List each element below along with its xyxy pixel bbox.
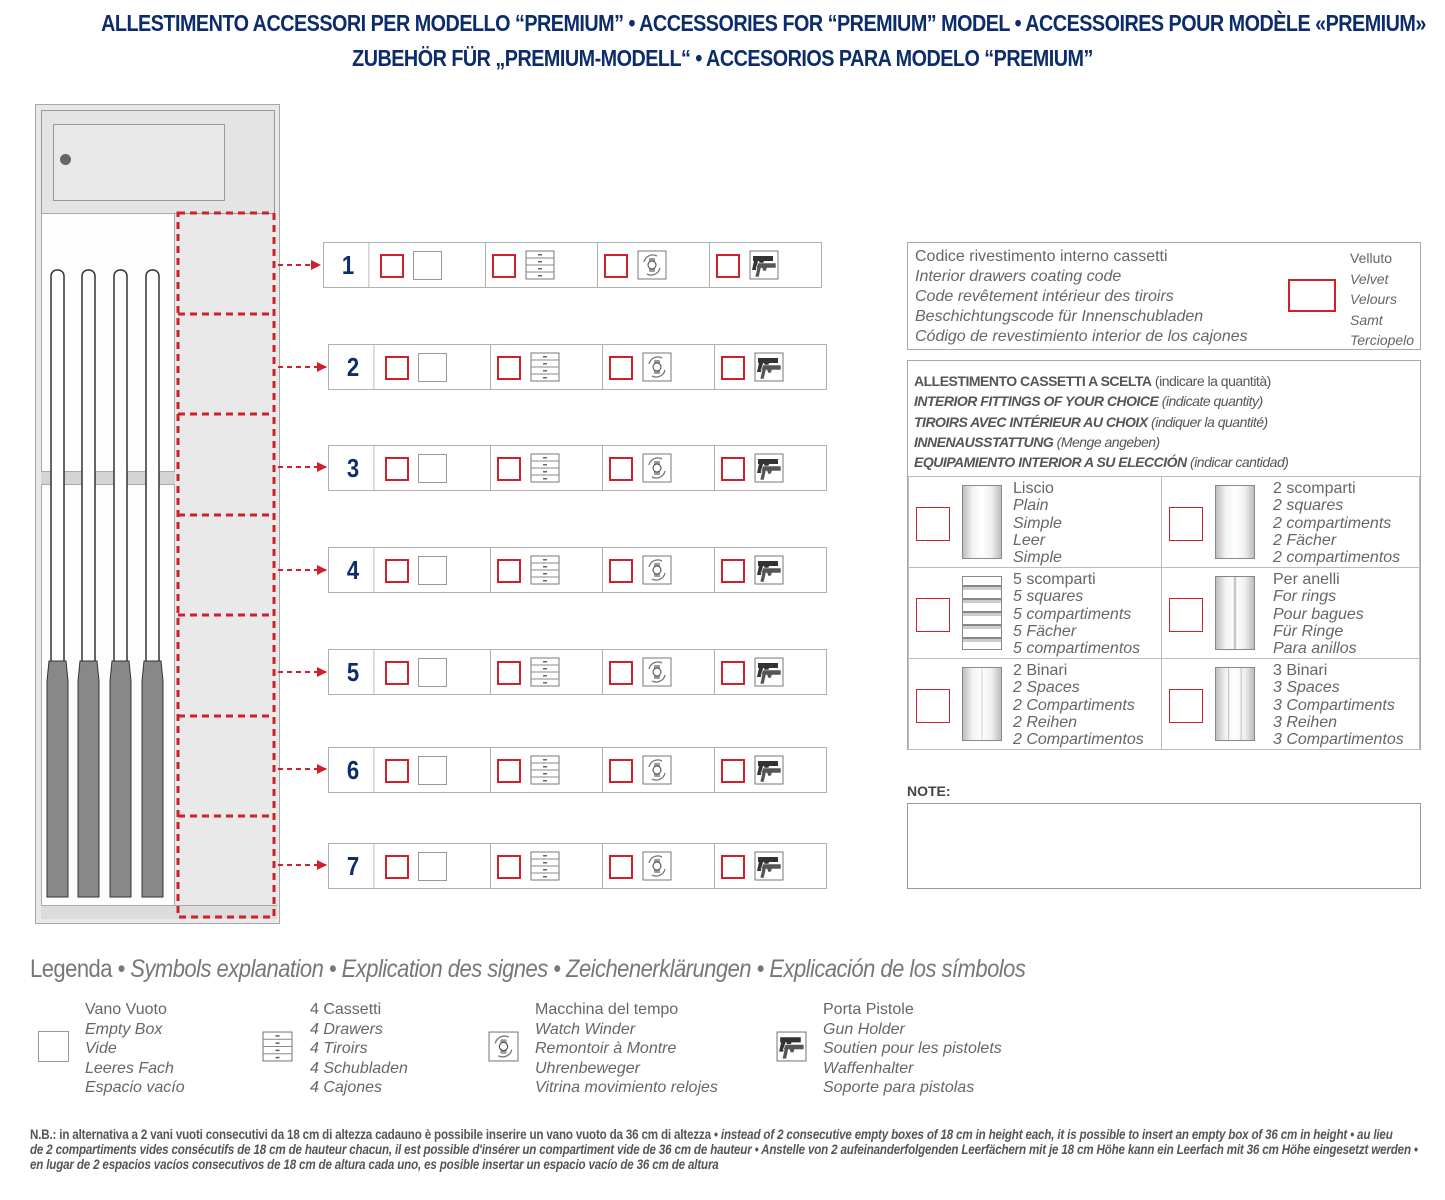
gun-holder-icon	[754, 755, 784, 790]
watch-winder-icon	[637, 250, 667, 285]
fittings-heading-en: INTERIOR FITTINGS OF YOUR CHOICE (indicate quantity)	[914, 393, 1263, 410]
checkbox-drawers[interactable]	[497, 855, 521, 879]
legend-label: Leeres Fach	[85, 1059, 174, 1077]
option-watch-winder	[602, 446, 715, 490]
gun-holder-icon	[776, 1031, 807, 1067]
fitting-label: 5 scomparti	[1013, 571, 1096, 588]
coating-line-2: Interior drawers coating code	[915, 268, 1122, 285]
checkbox-watch-winder[interactable]	[609, 855, 633, 879]
fitting-label: Für Ringe	[1273, 622, 1344, 640]
checkbox-gun-holder[interactable]	[721, 356, 745, 380]
drawer-insert-image	[962, 667, 1002, 741]
fitting-label: 2 squares	[1273, 497, 1344, 515]
fitting-label: 5 squares	[1013, 588, 1084, 606]
drawer-insert-image	[1215, 667, 1255, 741]
option-drawers	[490, 446, 603, 490]
option-drawers	[490, 650, 603, 694]
interior-fittings-panel	[907, 360, 1421, 750]
drawers-icon	[530, 352, 560, 387]
drawer-number: 1	[328, 243, 370, 287]
material-velluto: Velluto	[1350, 250, 1393, 266]
checkbox-gun-holder[interactable]	[721, 661, 745, 685]
fitting-label: 3 Compartimentos	[1273, 731, 1404, 749]
option-drawers	[485, 243, 598, 287]
drawer-stack-outline	[178, 213, 274, 917]
material-terciopelo: Terciopelo	[1350, 332, 1415, 348]
fittings-heading-de: INNENAUSSTATTUNG (Menge angeben)	[914, 433, 1160, 450]
gun-holder-icon	[754, 453, 784, 488]
fitting-label: Per anelli	[1273, 571, 1340, 588]
checkbox-gun-holder[interactable]	[721, 759, 745, 783]
fitting-label: 5 compartimentos	[1013, 640, 1141, 658]
watch-winder-icon	[488, 1031, 519, 1067]
fitting-checkbox[interactable]	[1169, 689, 1203, 723]
checkbox-gun-holder[interactable]	[721, 457, 745, 481]
checkbox-empty-box[interactable]	[380, 254, 404, 278]
fitting-label: 5 Fächer	[1013, 622, 1077, 640]
fittings-heading-it: ALLESTIMENTO CASSETTI A SCELTA (indicare la quantità)	[914, 373, 1271, 389]
fitting-checkbox[interactable]	[916, 689, 950, 723]
option-watch-winder	[602, 650, 715, 694]
fitting-label: 2 Reihen	[1013, 713, 1078, 731]
page-title-line-2: ZUBEHÖR FÜR „PREMIUM-MODELL“ • ACCESORIOS PARA MODELO “PREMIUM”	[352, 45, 1093, 71]
fitting-checkbox[interactable]	[1169, 598, 1203, 632]
empty-box-icon	[413, 251, 442, 280]
fitting-label: 3 Binari	[1273, 662, 1328, 679]
fitting-label: Leer	[1013, 531, 1046, 549]
checkbox-drawers[interactable]	[497, 661, 521, 685]
fitting-label: Simple	[1013, 514, 1062, 532]
gun-holder-icon	[754, 851, 784, 886]
legend-item-text	[85, 1000, 185, 1098]
checkbox-drawers[interactable]	[492, 254, 516, 278]
gun-holder-icon	[749, 250, 779, 285]
legend-label: Uhrenbeweger	[535, 1059, 640, 1077]
drawers-icon	[525, 250, 555, 285]
drawer-number: 2	[333, 345, 375, 389]
checkbox-drawers[interactable]	[497, 559, 521, 583]
option-gun-holder	[714, 844, 826, 888]
fitting-label: Simple	[1013, 549, 1062, 567]
fitting-label: 2 scomparti	[1273, 480, 1356, 497]
coating-line-4: Beschichtungscode für Innenschubladen	[915, 308, 1204, 325]
fitting-option	[1161, 658, 1420, 750]
checkbox-empty-box[interactable]	[385, 356, 409, 380]
legend-label: 4 Tiroirs	[310, 1040, 368, 1057]
fitting-checkbox[interactable]	[1169, 507, 1203, 541]
empty-box-icon	[38, 1031, 69, 1062]
legend-label: Soporte para pistolas	[823, 1079, 975, 1096]
legend-heading: Legenda • Symbols explanation • Explication des signes • Zeichenerklärungen • Explicación de los símbolos	[30, 955, 1026, 983]
empty-box-icon	[418, 556, 447, 585]
checkbox-gun-holder[interactable]	[716, 254, 740, 278]
checkbox-watch-winder[interactable]	[609, 356, 633, 380]
fitting-label: For rings	[1273, 588, 1337, 606]
legend-label: Vitrina movimiento relojes	[535, 1079, 718, 1096]
checkbox-empty-box[interactable]	[385, 855, 409, 879]
checkbox-empty-box[interactable]	[385, 759, 409, 783]
legend-label: Empty Box	[85, 1020, 163, 1038]
option-watch-winder	[602, 844, 715, 888]
option-gun-holder	[714, 748, 826, 792]
checkbox-empty-box[interactable]	[385, 559, 409, 583]
fitting-label: Para anillos	[1273, 640, 1357, 658]
empty-box-icon	[418, 756, 447, 785]
watch-winder-icon	[642, 851, 672, 886]
fitting-label: 2 compartimentos	[1273, 549, 1401, 567]
option-gun-holder	[714, 650, 826, 694]
drawer-row	[328, 843, 827, 889]
option-empty-box	[378, 748, 491, 792]
drawer-number: 3	[333, 446, 375, 490]
drawer-number: 4	[333, 548, 375, 592]
drawer-row	[328, 344, 827, 390]
option-gun-holder	[709, 243, 821, 287]
drawer-insert-image	[962, 576, 1002, 650]
checkbox-empty-box[interactable]	[385, 661, 409, 685]
checkbox-watch-winder[interactable]	[609, 661, 633, 685]
fitting-label: 2 Binari	[1013, 662, 1068, 679]
fitting-checkbox[interactable]	[916, 598, 950, 632]
coating-code-panel	[907, 242, 1421, 350]
drawer-insert-image	[962, 485, 1002, 559]
option-empty-box	[378, 844, 491, 888]
legend-item-text	[310, 1000, 408, 1098]
option-empty-box	[378, 446, 491, 490]
coating-line-5: Código de revestimiento interior de los cajones	[915, 328, 1248, 345]
checkbox-gun-holder[interactable]	[721, 855, 745, 879]
option-empty-box	[373, 243, 486, 287]
gun-holder-icon	[754, 352, 784, 387]
drawer-row	[323, 242, 822, 288]
legend-label: Vano Vuoto	[85, 1001, 167, 1018]
material-samt: Samt	[1350, 311, 1383, 328]
watch-winder-icon	[642, 755, 672, 790]
legend-label: Remontoir à Montre	[535, 1040, 677, 1057]
option-watch-winder	[597, 243, 710, 287]
page-title-line-1: ALLESTIMENTO ACCESSORI PER MODELLO “PREMIUM” • ACCESSORIES FOR “PREMIUM” MODEL • ACCESSOIRES POUR MODÈLE «PREMIUM»	[101, 10, 1426, 36]
fitting-label: 3 Spaces	[1273, 679, 1340, 697]
legend-item-text	[535, 1000, 718, 1098]
drawer-outline-overlay	[0, 0, 340, 930]
note-field[interactable]	[907, 803, 1421, 889]
option-drawers	[490, 844, 603, 888]
drawer-number: 5	[333, 650, 375, 694]
checkbox-drawers[interactable]	[497, 457, 521, 481]
fitting-label: 3 Compartiments	[1273, 696, 1395, 714]
option-empty-box	[378, 650, 491, 694]
coating-line-3: Code revêtement intérieur des tiroirs	[915, 288, 1174, 305]
fitting-label: Liscio	[1013, 480, 1054, 497]
fitting-label: 2 Spaces	[1013, 679, 1080, 697]
legend-label: 4 Cassetti	[310, 1001, 382, 1018]
option-empty-box	[378, 548, 491, 592]
drawer-number: 7	[333, 844, 375, 888]
option-watch-winder	[602, 345, 715, 389]
watch-winder-icon	[642, 352, 672, 387]
empty-box-icon	[418, 454, 447, 483]
option-empty-box	[378, 345, 491, 389]
option-gun-holder	[714, 446, 826, 490]
drawer-row	[328, 649, 827, 695]
empty-box-icon	[418, 658, 447, 687]
fitting-label: 2 Compartiments	[1013, 696, 1135, 714]
legend-item-text	[823, 1000, 1002, 1098]
footnote: N.B.: in alternativa a 2 vani vuoti consecutivi da 18 cm di altezza cadauno è possibile inserire un vano vuoto da 36 cm di altezza • instead of 2 consecutive empty boxes of 18 cm in height each, it is possible to insert an empty box of 36 cm in height • au lieu de 2 compartiments vides consécutifs de 18 cm de hauteur chacun, il est possible d'insérer un compartiment vide de 36 cm de hauteur • Anstelle von 2 aufeinanderfolgenden Leerfächern mit je 18 cm Höhe kann ein Leerfach mit 36 cm Höhe eingesetzt werden • en lugar de 2 espacios vacíos consecutivos de 18 cm de altura cada uno, es posible insertar un espacio vacío de 36 cm de altura	[30, 1127, 1418, 1172]
option-drawers	[490, 345, 603, 389]
fitting-label: 2 Compartimentos	[1013, 731, 1144, 749]
note-label: NOTE:	[907, 783, 951, 799]
gun-holder-icon	[754, 657, 784, 692]
legend-label: Soutien pour les pistolets	[823, 1040, 1002, 1057]
fitting-checkbox[interactable]	[916, 507, 950, 541]
legend-label: Gun Holder	[823, 1020, 905, 1038]
drawer-insert-image	[1215, 576, 1255, 650]
fitting-label: 2 Fächer	[1273, 531, 1337, 549]
drawers-icon	[530, 453, 560, 488]
checkbox-watch-winder[interactable]	[609, 759, 633, 783]
checkbox-drawers[interactable]	[497, 356, 521, 380]
checkbox-drawers[interactable]	[497, 759, 521, 783]
drawer-number: 6	[333, 748, 375, 792]
material-velvet: Velvet	[1350, 270, 1389, 287]
legend-label: Vide	[85, 1040, 117, 1057]
option-gun-holder	[714, 345, 826, 389]
drawer-row	[328, 547, 827, 593]
legend-label: Porta Pistole	[823, 1001, 914, 1018]
fitting-option	[908, 476, 1162, 568]
checkbox-watch-winder[interactable]	[604, 254, 628, 278]
drawers-icon	[530, 755, 560, 790]
fitting-option	[1161, 567, 1420, 659]
coating-code-field[interactable]	[1288, 279, 1336, 312]
checkbox-empty-box[interactable]	[385, 457, 409, 481]
watch-winder-icon	[642, 657, 672, 692]
fitting-option	[908, 567, 1162, 659]
drawers-icon	[530, 555, 560, 590]
fitting-label: Plain	[1013, 497, 1049, 515]
fittings-heading-es: EQUIPAMIENTO INTERIOR A SU ELECCIÓN (indicar cantidad)	[914, 454, 1289, 471]
legend-label: Espacio vacío	[85, 1079, 185, 1096]
fitting-option	[908, 658, 1162, 750]
fitting-option	[1161, 476, 1420, 568]
drawers-icon	[530, 657, 560, 692]
fittings-heading-fr: TIROIRS AVEC INTÉRIEUR AU CHOIX (indiquer la quantité)	[914, 413, 1268, 430]
fitting-label: Pour bagues	[1273, 605, 1364, 623]
legend-label: 4 Schubladen	[310, 1059, 408, 1077]
fitting-label: 2 compartiments	[1273, 514, 1392, 532]
legend-label: Macchina del tempo	[535, 1001, 679, 1018]
drawers-icon	[262, 1031, 293, 1067]
watch-winder-icon	[642, 555, 672, 590]
fitting-label: 5 compartiments	[1013, 605, 1132, 623]
drawer-insert-image	[1215, 485, 1255, 559]
watch-winder-icon	[642, 453, 672, 488]
checkbox-watch-winder[interactable]	[609, 457, 633, 481]
checkbox-watch-winder[interactable]	[609, 559, 633, 583]
material-velours: Velours	[1350, 291, 1397, 307]
empty-box-icon	[418, 852, 447, 881]
legend-label: 4 Cajones	[310, 1079, 383, 1096]
option-gun-holder	[714, 548, 826, 592]
drawer-row	[328, 445, 827, 491]
option-drawers	[490, 548, 603, 592]
drawers-icon	[530, 851, 560, 886]
drawer-row	[328, 747, 827, 793]
fitting-label: 3 Reihen	[1273, 713, 1338, 731]
legend-label: 4 Drawers	[310, 1020, 383, 1038]
gun-holder-icon	[754, 555, 784, 590]
legend-label: Waffenhalter	[823, 1059, 914, 1077]
legend-label: Watch Winder	[535, 1020, 636, 1038]
option-watch-winder	[602, 748, 715, 792]
option-drawers	[490, 748, 603, 792]
coating-line-1: Codice rivestimento interno cassetti	[915, 248, 1168, 265]
option-watch-winder	[602, 548, 715, 592]
empty-box-icon	[418, 353, 447, 382]
checkbox-gun-holder[interactable]	[721, 559, 745, 583]
